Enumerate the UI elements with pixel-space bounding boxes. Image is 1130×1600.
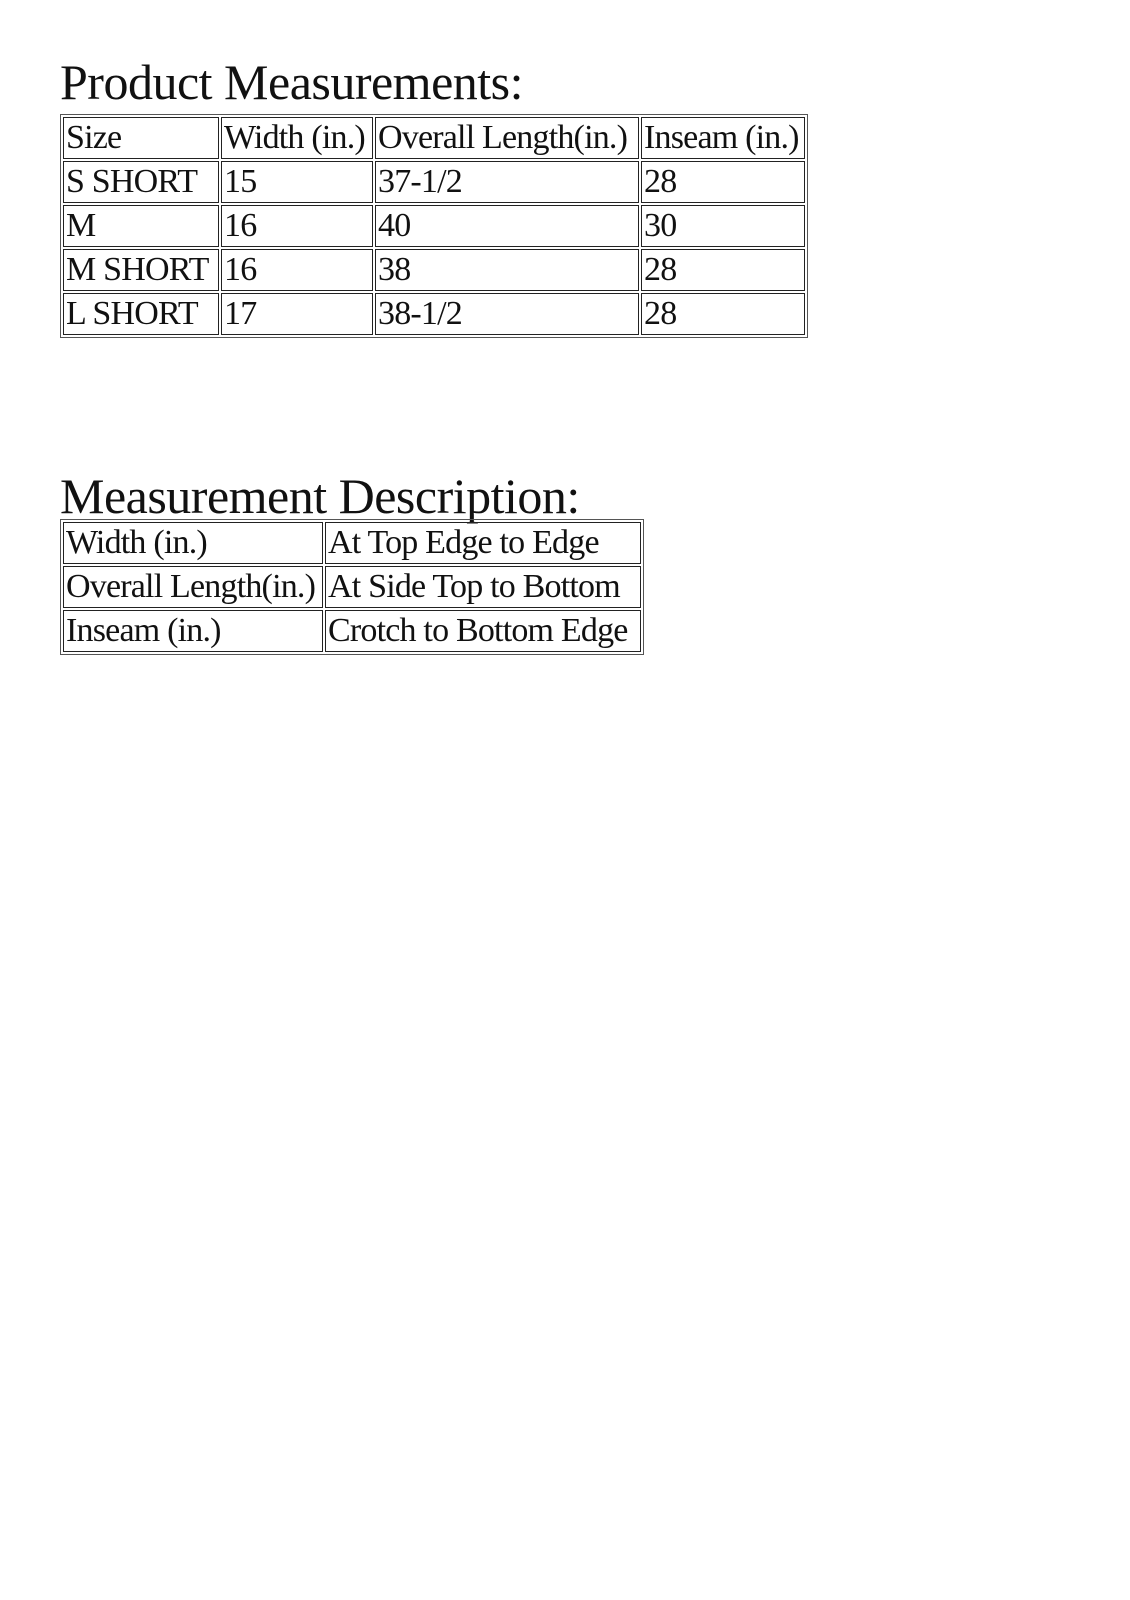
table-cell-description: At Side Top to Bottom bbox=[325, 566, 641, 608]
table-cell-size: L SHORT bbox=[63, 293, 219, 335]
table-cell-inseam: 28 bbox=[641, 161, 805, 203]
table-cell-overall-length: 38-1/2 bbox=[375, 293, 639, 335]
table-row bbox=[63, 293, 805, 335]
table-cell-measurement: Inseam (in.) bbox=[63, 610, 323, 652]
header-cell-overall-length: Overall Length(in.) bbox=[375, 117, 639, 159]
product-measurements-table bbox=[60, 114, 808, 338]
header-cell-inseam: Inseam (in.) bbox=[641, 117, 805, 159]
header-cell-width: Width (in.) bbox=[221, 117, 373, 159]
table-cell-overall-length: 40 bbox=[375, 205, 639, 247]
table-cell-inseam: 28 bbox=[641, 293, 805, 335]
measurement-description-heading: Measurement Description: bbox=[60, 468, 580, 524]
table-cell-width: 16 bbox=[221, 205, 373, 247]
table-cell-width: 16 bbox=[221, 249, 373, 291]
table-row bbox=[63, 522, 641, 564]
table-row bbox=[63, 161, 805, 203]
table-cell-overall-length: 37-1/2 bbox=[375, 161, 639, 203]
table-cell-overall-length: 38 bbox=[375, 249, 639, 291]
table-cell-measurement: Overall Length(in.) bbox=[63, 566, 323, 608]
table-cell-description: Crotch to Bottom Edge bbox=[325, 610, 641, 652]
table-cell-size: M SHORT bbox=[63, 249, 219, 291]
table-cell-size: S SHORT bbox=[63, 161, 219, 203]
table-row bbox=[63, 249, 805, 291]
table-row bbox=[63, 566, 641, 608]
table-cell-measurement: Width (in.) bbox=[63, 522, 323, 564]
measurement-description-table bbox=[60, 519, 644, 655]
header-cell-size: Size bbox=[63, 117, 219, 159]
table-cell-width: 15 bbox=[221, 161, 373, 203]
product-measurements-heading: Product Measurements: bbox=[60, 54, 524, 110]
table-cell-inseam: 30 bbox=[641, 205, 805, 247]
table-row bbox=[63, 205, 805, 247]
table-cell-description: At Top Edge to Edge bbox=[325, 522, 641, 564]
table-row bbox=[63, 610, 641, 652]
table-header-row bbox=[63, 117, 805, 159]
table-cell-size: M bbox=[63, 205, 219, 247]
table-cell-inseam: 28 bbox=[641, 249, 805, 291]
table-cell-width: 17 bbox=[221, 293, 373, 335]
